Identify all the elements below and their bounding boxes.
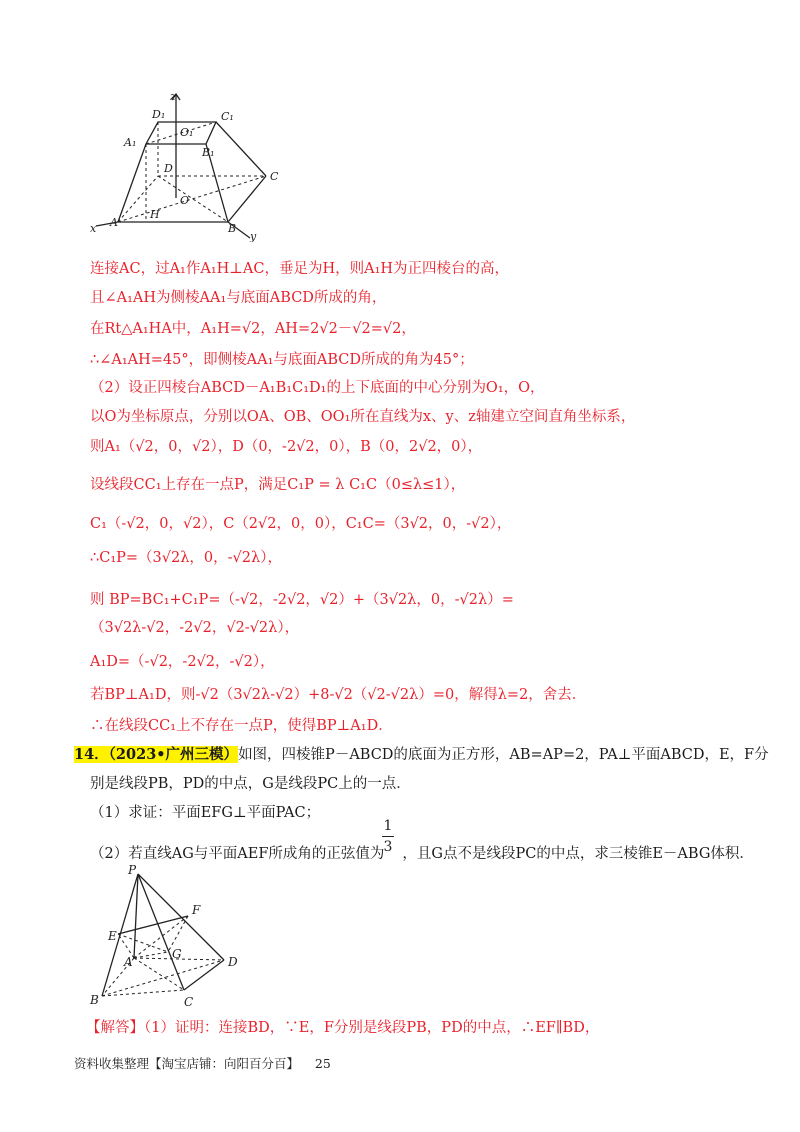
footer-text: 资料收集整理【淘宝店铺：向阳百分百】 [74, 1056, 300, 1071]
edge-a1a [118, 144, 146, 222]
solution-line: ∴在线段CC₁上不存在一点P，使得BP⊥A₁D． [90, 718, 393, 734]
diag-bd [102, 960, 224, 996]
fig1-label: B [228, 222, 237, 235]
edge-bc [102, 990, 184, 996]
solution-line: ∴C₁P=（3√2λ，0，-√2λ）， [90, 550, 282, 566]
fig1-label: O [180, 194, 190, 207]
segment-ag [134, 952, 168, 958]
solution-line: 连接AC，过A₁作A₁H⊥AC，垂足为H，则A₁H为正四棱台的高， [90, 261, 510, 277]
solution-line: ∴∠A₁AH=45°，即侧棱AA₁与底面ABCD所成的角为45°； [90, 352, 474, 368]
solution-line: C₁（-√2，0，√2），C（2√2，0，0），C₁C=（3√2，0，-√2）， [90, 516, 512, 532]
problem-line-1 [74, 745, 769, 765]
edge-pc [138, 874, 184, 990]
edge-cd [184, 960, 224, 990]
fig1-label: z [170, 90, 176, 103]
problem-line-2: 别是线段PB，PD的中点，G是线段PC上的一点． [90, 776, 411, 792]
solution-line: 若BP⊥A₁D，则-√2（3√2λ-√2）+8-√2（√2-√2λ）=0，解得λ=2，舍去． [90, 687, 587, 703]
fraction-one-third [382, 818, 394, 855]
diag-ac [134, 958, 184, 990]
page-number: 25 [314, 1056, 331, 1071]
solution-line: 则A₁（√2，0，√2），D（0，-2√2，0），B（0，2√2，0）， [90, 439, 483, 455]
problem-part-2-text-end: ，且G点不是线段PC的中点，求三棱锥E－ABG体积． [402, 846, 754, 862]
fig2-label: D [228, 955, 238, 969]
fig2-label: C [184, 995, 194, 1009]
solution-line: （2）设正四棱台ABCD－A₁B₁C₁D₁的上下底面的中心分别为O₁，O， [90, 380, 545, 396]
fig2-label: P [128, 863, 137, 877]
fig1-label: B₁ [202, 146, 215, 159]
edge-bc [228, 176, 266, 222]
fig1-label: D [164, 162, 173, 175]
frustum-figure [88, 86, 298, 242]
diag-ac [118, 176, 266, 222]
solution-line: 则 BP=BC₁+C₁P=（-√2，-2√2，√2）+（3√2λ，0，-√2λ）= [90, 592, 514, 608]
fig2-label: A [124, 955, 133, 969]
segment-ef [118, 916, 188, 934]
fig1-label: C₁ [221, 110, 234, 123]
problem-number-tag: 14．（2023•广州三模） [74, 746, 239, 763]
problem-part-2 [90, 844, 754, 864]
solution-line: A₁D=（-√2，-2√2，-√2）， [90, 654, 275, 670]
fig2-label: E [108, 929, 117, 943]
fig1-label: H [150, 208, 160, 221]
fig1-label: A [110, 216, 118, 229]
fig1-label: A₁ [124, 136, 137, 149]
fig2-label: G [172, 947, 182, 961]
problem-part-1: （1）求证：平面EFG⊥平面PAC； [90, 805, 321, 821]
segment-eg [118, 934, 168, 952]
fig2-label: F [192, 903, 201, 917]
solution-line: 在Rt△A₁HA中，A₁H=√2，AH=2√2－√2=√2， [90, 321, 416, 337]
problem-part-2-text: （2）若直线AG与平面AEF所成角的正弦值为 [90, 846, 385, 862]
solution-line: 以O为坐标原点，分别以OA、OB、OO₁所在直线为x、y、z轴建立空间直角坐标系， [90, 409, 636, 425]
answer-tag: 【解答】 [86, 1020, 144, 1036]
fig2-label: B [90, 993, 99, 1007]
pyramid-figure [88, 862, 248, 1012]
fraction-denominator: 3 [383, 839, 393, 855]
fig1-label: x [90, 222, 97, 235]
answer-text: （1）证明：连接BD，∵E，F分别是线段PB，PD的中点，∴EF∥BD， [144, 1020, 600, 1036]
answer-line [86, 1018, 599, 1038]
edge-c1c [216, 122, 266, 176]
fig1-label: y [250, 230, 257, 242]
fig1-label: O₁ [180, 126, 194, 139]
fig1-label: C [270, 170, 279, 183]
solution-line: 设线段CC₁上存在一点P，满足C₁P = λ C₁C（0≤λ≤1）， [90, 477, 466, 493]
fraction-numerator: 1 [383, 818, 393, 834]
solution-line: （3√2λ-√2，-2√2，√2-√2λ）， [90, 620, 300, 636]
fig1-label: D₁ [152, 108, 166, 121]
solution-line: 且∠A₁AH为侧棱AA₁与底面ABCD所成的角， [90, 290, 387, 306]
page-footer [74, 1054, 331, 1072]
problem-text: 如图，四棱锥P－ABCD的底面为正方形，AB=AP=2，PA⊥平面ABCD，E，F分 [238, 747, 769, 763]
